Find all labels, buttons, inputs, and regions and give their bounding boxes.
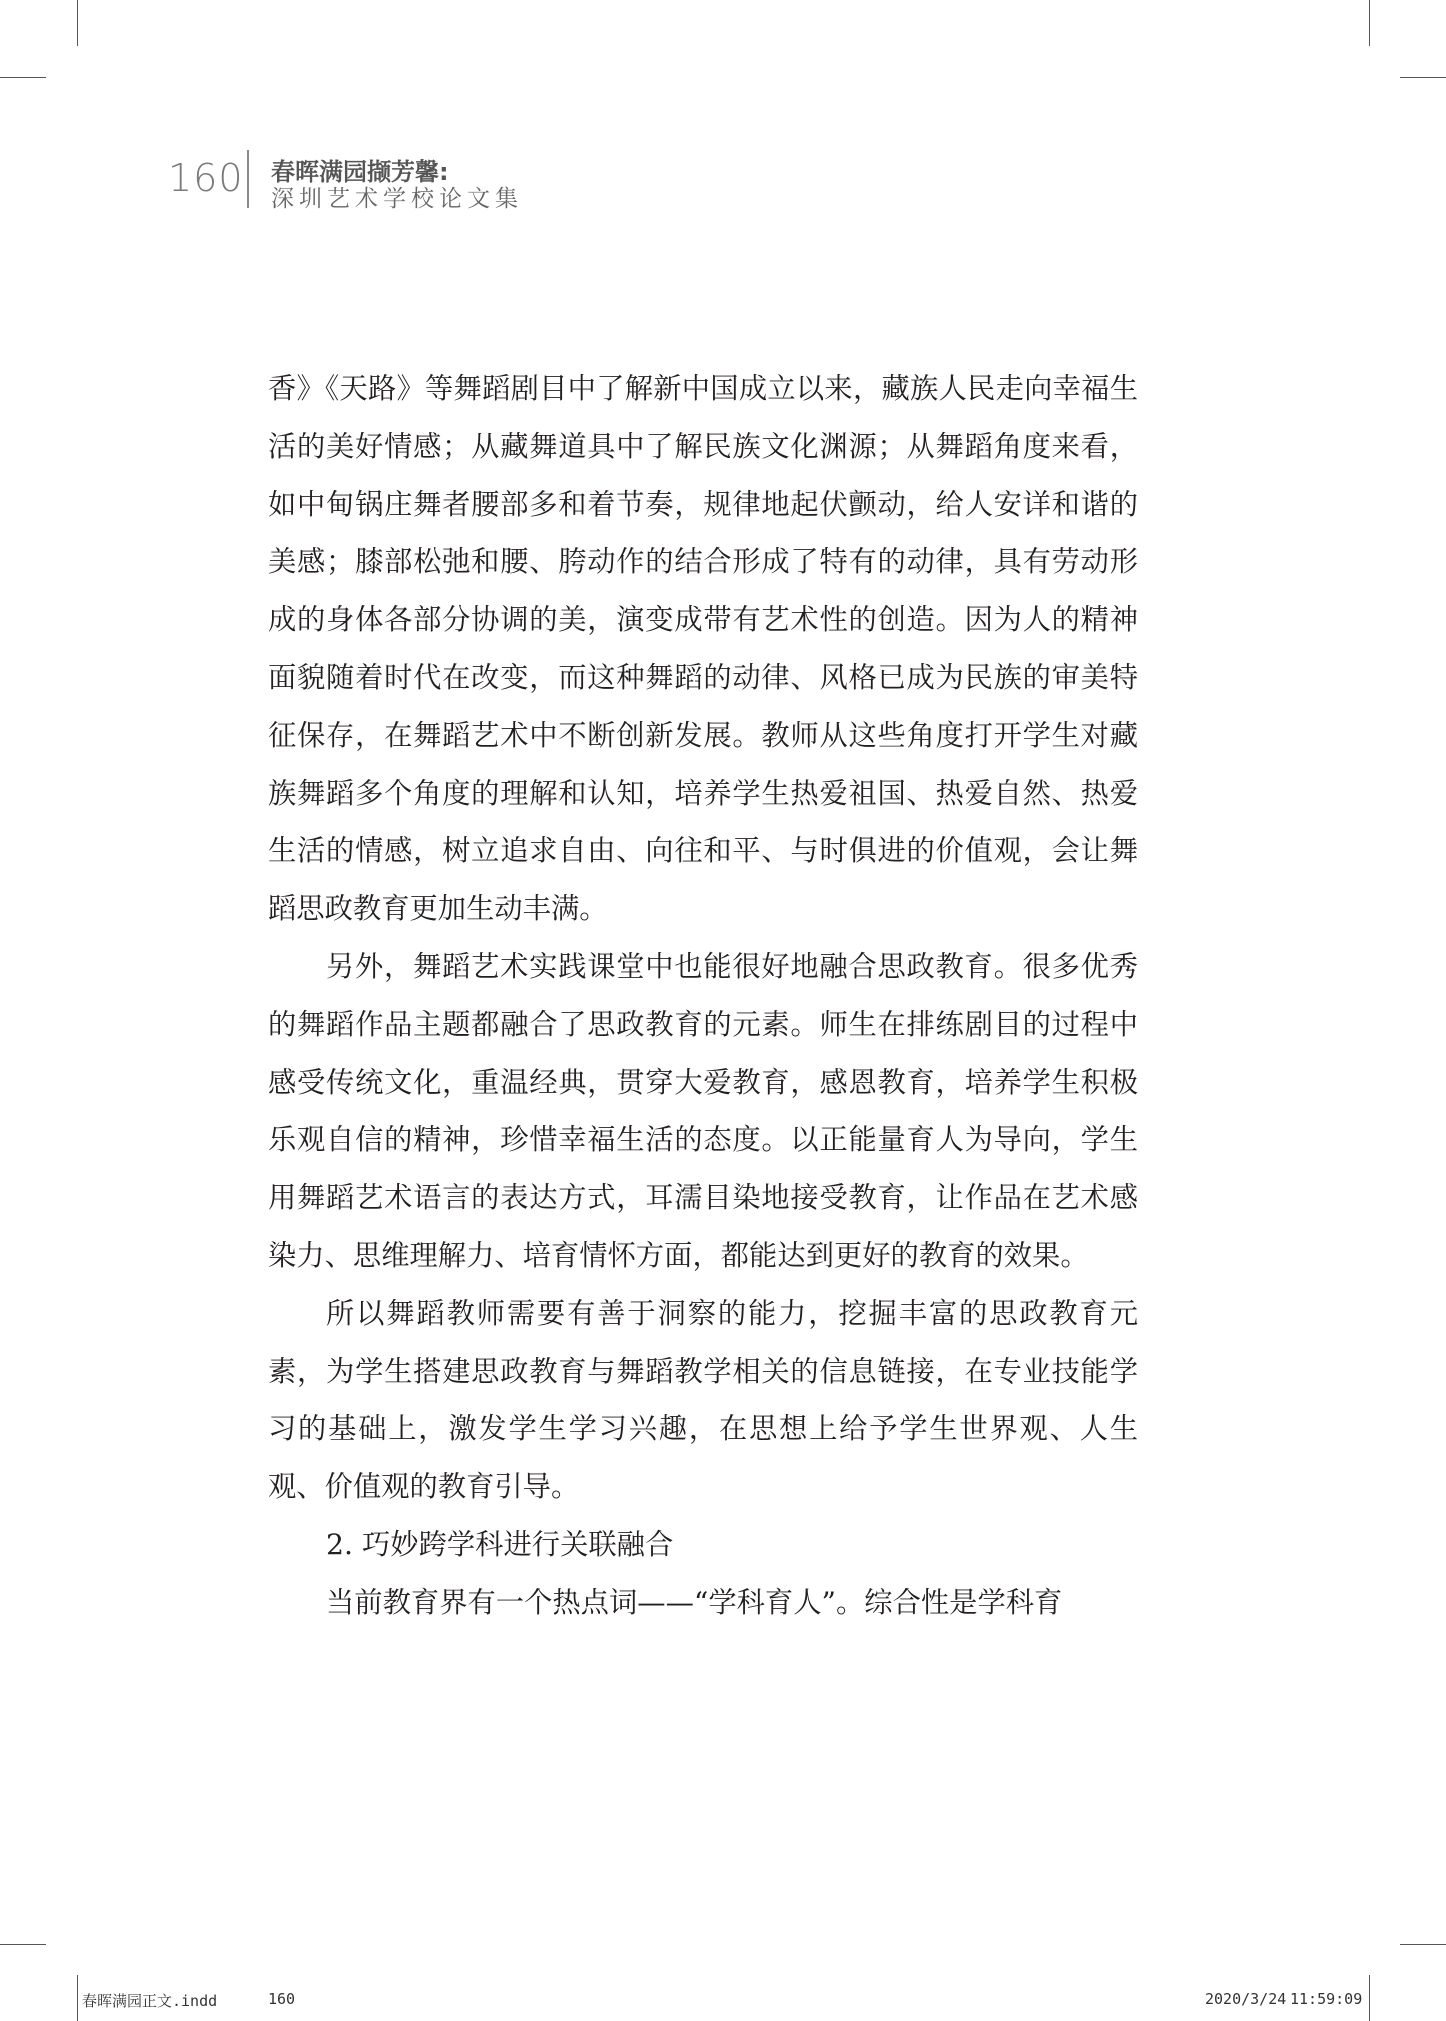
crop-mark-right-top bbox=[1400, 77, 1446, 78]
book-subtitle: 深圳艺术学校论文集 bbox=[271, 186, 523, 212]
slug-page: 160 bbox=[268, 1990, 296, 2008]
slug-time: 11:59:09 bbox=[1290, 1990, 1363, 2008]
section-heading: 2. 巧妙跨学科进行关联融合 bbox=[326, 1527, 674, 1561]
book-title: 春晖满园撷芳馨: bbox=[271, 158, 449, 186]
paragraph-1: 香》《天路》等舞蹈剧目中了解新中国成立以来，藏族人民走向幸福生活的美好情感；从藏舞道具中了解民族文化渊源；从舞蹈角度来看，如中甸锅庄舞者腰部多和着节奏，规律地起伏颤动，给人安详和谐的美感；膝部松弛和腰、胯动作的结合形成了特有的动律，具有劳动形成的身体各部分协调的美，演变成带有艺术性的创造。因为人的精神面貌随着时代在改变，而这种舞蹈的动律、风格已成为民族的审美特征保存，在舞蹈艺术中不断创新发展。教师从这些角度打开学生对藏族舞蹈多个角度的理解和认知，培养学生热爱祖国、热爱自然、热爱生活的情感，树立追求自由、向往和平、与时俱进的价值观，会让舞蹈思政教育更加生动丰满。 bbox=[268, 372, 1138, 926]
paragraph-3: 所以舞蹈教师需要有善于洞察的能力，挖掘丰富的思政教育元素，为学生搭建思政教育与舞蹈教学相关的信息链接，在专业技能学习的基础上，激发学生学习兴趣，在思想上给予学生世界观、人生观、价值观的教育引导。 bbox=[268, 1296, 1138, 1504]
paragraph-4: 当前教育界有一个热点词——“学科育人”。综合性是学科育 bbox=[326, 1585, 1063, 1619]
crop-mark-left-bottom bbox=[0, 1944, 46, 1945]
slug-date: 2020/3/24 bbox=[1205, 1990, 1287, 2008]
page-number: 160 bbox=[168, 156, 244, 200]
crop-mark-top-right bbox=[1369, 0, 1370, 46]
header-divider bbox=[247, 150, 249, 208]
paragraph-2: 另外，舞蹈艺术实践课堂中也能很好地融合思政教育。很多优秀的舞蹈作品主题都融合了思政教育的元素。师生在排练剧目的过程中感受传统文化，重温经典，贯穿大爱教育，感恩教育，培养学生积极乐观自信的精神，珍惜幸福生活的态度。以正能量育人为导向，学生用舞蹈艺术语言的表达方式，耳濡目染地接受教育，让作品在艺术感染力、思维理解力、培育情怀方面，都能达到更好的教育的效果。 bbox=[268, 949, 1138, 1272]
crop-mark-bottom-right bbox=[1369, 1975, 1370, 2021]
slug-filename: 春晖满园正文.indd bbox=[82, 1992, 218, 2010]
crop-mark-top-left bbox=[77, 0, 78, 46]
crop-mark-right-bottom bbox=[1400, 1944, 1446, 1945]
body-text bbox=[268, 360, 1138, 1632]
crop-mark-left-top bbox=[0, 77, 46, 78]
crop-mark-bottom-left bbox=[77, 1975, 78, 2021]
